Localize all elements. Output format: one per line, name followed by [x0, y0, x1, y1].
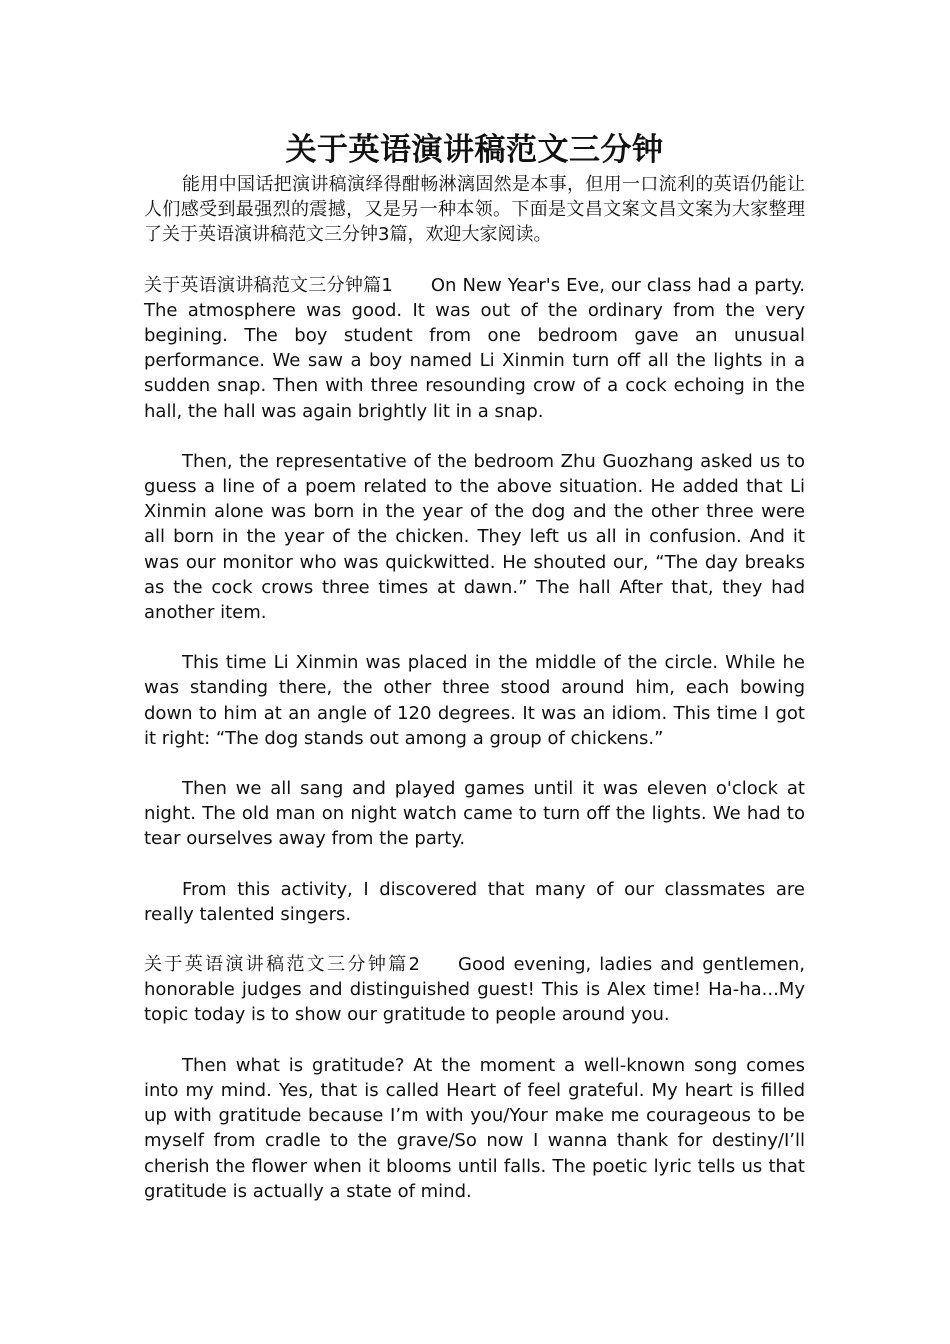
paragraph-5: From this activity, I discovered that many of our classmates are really talented singers. — [144, 878, 805, 925]
section-1-paragraph — [144, 273, 805, 424]
page-title: 关于英语演讲稿范文三分钟 — [285, 132, 664, 168]
section-1-label: 关于英语演讲稿范文三分钟篇1 — [144, 274, 393, 296]
section-2-text: Good evening, ladies and gentlemen, honorable judges and distinguished guest! This is Alex time! Ha-ha...My topic today is to show our gratitude to people around you. — [144, 954, 806, 1026]
paragraph-4: Then we all sang and played games until it was eleven o'clock at night. The old man on night watch came to turn off the lights. We had to tear ourselves away from the party. — [144, 778, 805, 850]
section-1-text: On New Year's Eve, our class had a party. The atmosphere was good. It was out of the ordinary from the very begining. The boy student from one bedroom gave an unusual performance. We saw a boy named Li Xinmin turn off all the lights in a sudden snap. Then with three resounding crow of a cock echoing in the hall, the hall was again brightly lit in a snap. — [144, 274, 805, 422]
document-page — [144, 128, 805, 1204]
paragraph-2: Then, the representative of the bedroom Zhu Guozhang asked us to guess a line of a poem related to the above situation. He added that Li Xinmin alone was born in the year of the dog and the other three were all born in the year of the chicken. They left us all in confusion. And it was our monitor who was quickwitted. He shouted our, “The day breaks as the cock crows three times at dawn.” The hall After that, they had another item. — [144, 450, 805, 624]
section-2-paragraph — [144, 952, 805, 1028]
paragraph-7: Then what is gratitude? At the moment a well-known song comes into my mind. Yes, that is called Heart of feel grateful. My heart is filled up with gratitude because I’m with you/Your make me courageous to be myself from cradle to the grave/So now I wanna thank for destiny/I’ll cherish the flower when it blooms until falls. The poetic lyric tells us that gratitude is actually a state of mind. — [144, 1054, 805, 1202]
paragraph-3: This time Li Xinmin was placed in the middle of the circle. While he was standing there, the other three stood around him, each bowing down to him at an angle of 120 degrees. It was an idiom. This time I got it right: “The dog stands out among a group of chickens.” — [144, 652, 805, 749]
intro-paragraph: 能用中国话把演讲稿演绎得酣畅淋漓固然是本事，但用一口流利的英语仍能让人们感受到最强烈的震撼，又是另一种本领。下面是文昌文案文昌文案为大家整理了关于英语演讲稿范文三分钟3篇，欢迎大家阅读。 — [144, 174, 805, 246]
section-2-label: 关于英语演讲稿范文三分钟篇2 — [144, 954, 420, 976]
